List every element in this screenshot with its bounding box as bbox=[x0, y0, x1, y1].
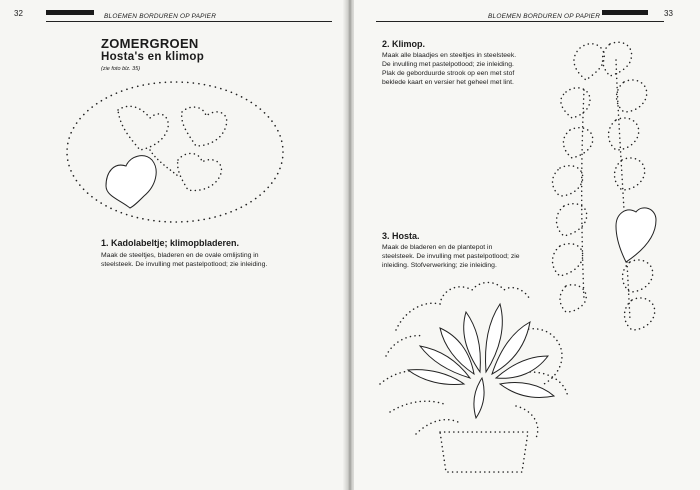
running-header-right: BLOEMEN BORDUREN OP PAPIER bbox=[488, 13, 601, 20]
section-3-heading: 3. Hosta. bbox=[382, 231, 420, 241]
section-2-line-2: De invulling met pastelpotlood; zie inleiding. bbox=[382, 61, 514, 68]
page-title: ZOMERGROEN bbox=[101, 36, 199, 51]
section-3-line-2: steelsteek. De invulling met pastelpotlood; zie bbox=[382, 253, 520, 260]
section-1-heading: 1. Kadolabeltje; klimopbladeren. bbox=[101, 238, 240, 248]
section-3-line-1: Maak de bladeren en de plantepot in bbox=[382, 244, 493, 251]
page-number-right: 33 bbox=[664, 9, 673, 18]
section-2-line-4: beklede kaart en versier het geheel met lint. bbox=[382, 79, 514, 86]
section-2-line-3: Plak de geborduurde strook op een met stof bbox=[382, 70, 515, 77]
photo-reference: (zie foto blz. 35) bbox=[101, 66, 141, 72]
page-subtitle: Hosta's en klimop bbox=[101, 51, 205, 63]
left-page bbox=[0, 0, 346, 490]
section-1-line-2: steelsteek. De invulling met pastelpotlood; zie inleiding. bbox=[101, 261, 268, 268]
ivy-label-pattern bbox=[0, 0, 346, 240]
running-header-left: BLOEMEN BORDUREN OP PAPIER bbox=[104, 13, 217, 20]
section-1-line-1: Maak de steeltjes, bladeren en de ovale omlijsting in bbox=[101, 252, 259, 259]
section-2-line-1: Maak alle blaadjes en steeltjes in steelsteek. bbox=[382, 52, 517, 59]
right-page bbox=[354, 0, 700, 490]
page-number-left: 32 bbox=[14, 9, 23, 18]
ivy-strip-pattern bbox=[354, 0, 700, 490]
section-2-heading: 2. Klimop. bbox=[382, 39, 426, 49]
section-3-line-3: inleiding. Stofverwerking; zie inleiding. bbox=[382, 262, 497, 269]
